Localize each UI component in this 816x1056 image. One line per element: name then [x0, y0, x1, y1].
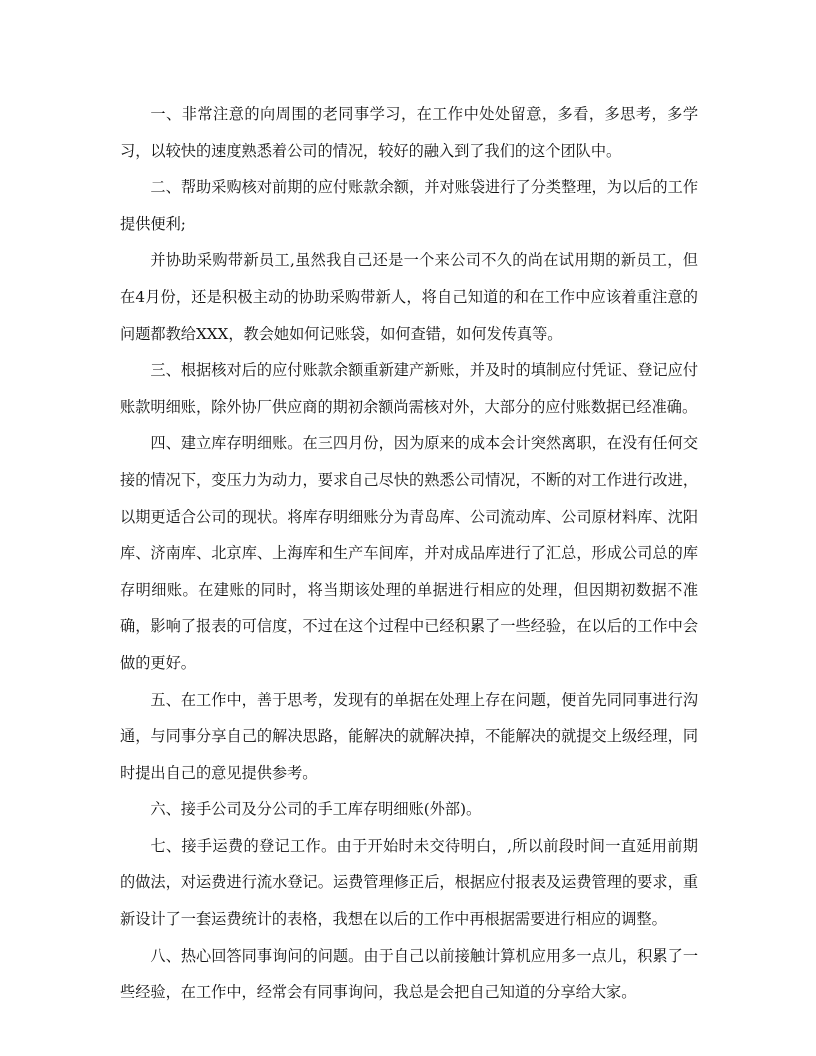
document-body [120, 96, 698, 1011]
paragraph-8: 七、接手运费的登记工作。由于开始时未交待明白，,所以前段时间一直延用前期的做法，对运费进行流水登记。运费管理修正后，根据应付报表及运费管理的要求，重新设计了一套运费统计的表格，我想在以后的工作中再根据需要进行相应的调整。 [120, 836, 698, 929]
paragraph-4: 三、根据核对后的应付账款余额重新建产新账，并及时的填制应付凭证、登记应付账款明细账，除外协厂供应商的期初余额尚需核对外，大部分的应付账数据已经准确。 [120, 361, 698, 416]
paragraph-3: 并协助采购带新员工,虽然我自己还是一个来公司不久的尚在试用期的新员工，但在4月份，还是积极主动的协助采购带新人，将自己知道的和在工作中应该着重注意的问题都教给XXX，教会她如何记账袋，如何查错，如何发传真等。 [120, 251, 698, 343]
paragraph-2: 二、帮助采购核对前期的应付账款余额，并对账袋进行了分类整理，为以后的工作提供便利; [120, 178, 698, 233]
paragraph-9: 八、热心回答同事询问的问题。由于自己以前接触计算机应用多一点儿，积累了一些经验，在工作中，经常会有同事询问，我总是会把自己知道的分享给大家。 [120, 946, 698, 1002]
paragraph-1: 一、非常注意的向周围的老同事学习，在工作中处处留意，多看，多思考，多学习，以较快的速度熟悉着公司的情况，较好的融入到了我们的这个团队中。 [120, 105, 698, 160]
paragraph-6: 五、在工作中，善于思考，发现有的单据在处理上存在问题，便首先同同事进行沟通，与同事分享自己的解决思路，能解决的就解决掉，不能解决的就提交上级经理，同时提出自己的意见提供参考。 [120, 690, 698, 782]
paragraph-7: 六、接手公司及分公司的手工库存明细账(外部)。 [150, 800, 482, 819]
paragraph-5: 四、建立库存明细账。在三四月份，因为原来的成本会计突然离职，在没有任何交接的情况下，变压力为动力，要求自己尽快的熟悉公司情况，不断的对工作进行改进，以期更适合公司的现状。将库存明细账分为青岛库、公司流动库、公司原材料库、沈阳库、济南库、北京库、上海库和生产车间库，并对成品库进行了汇总，形成公司总的库存明细账。在建账的同时，将当期该处理的单据进行相应的处理，但因期初数据不准确，影响了报表的可信度，不过在这个过程中已经积累了一些经验，在以后的工作中会做的更好。 [120, 434, 698, 672]
